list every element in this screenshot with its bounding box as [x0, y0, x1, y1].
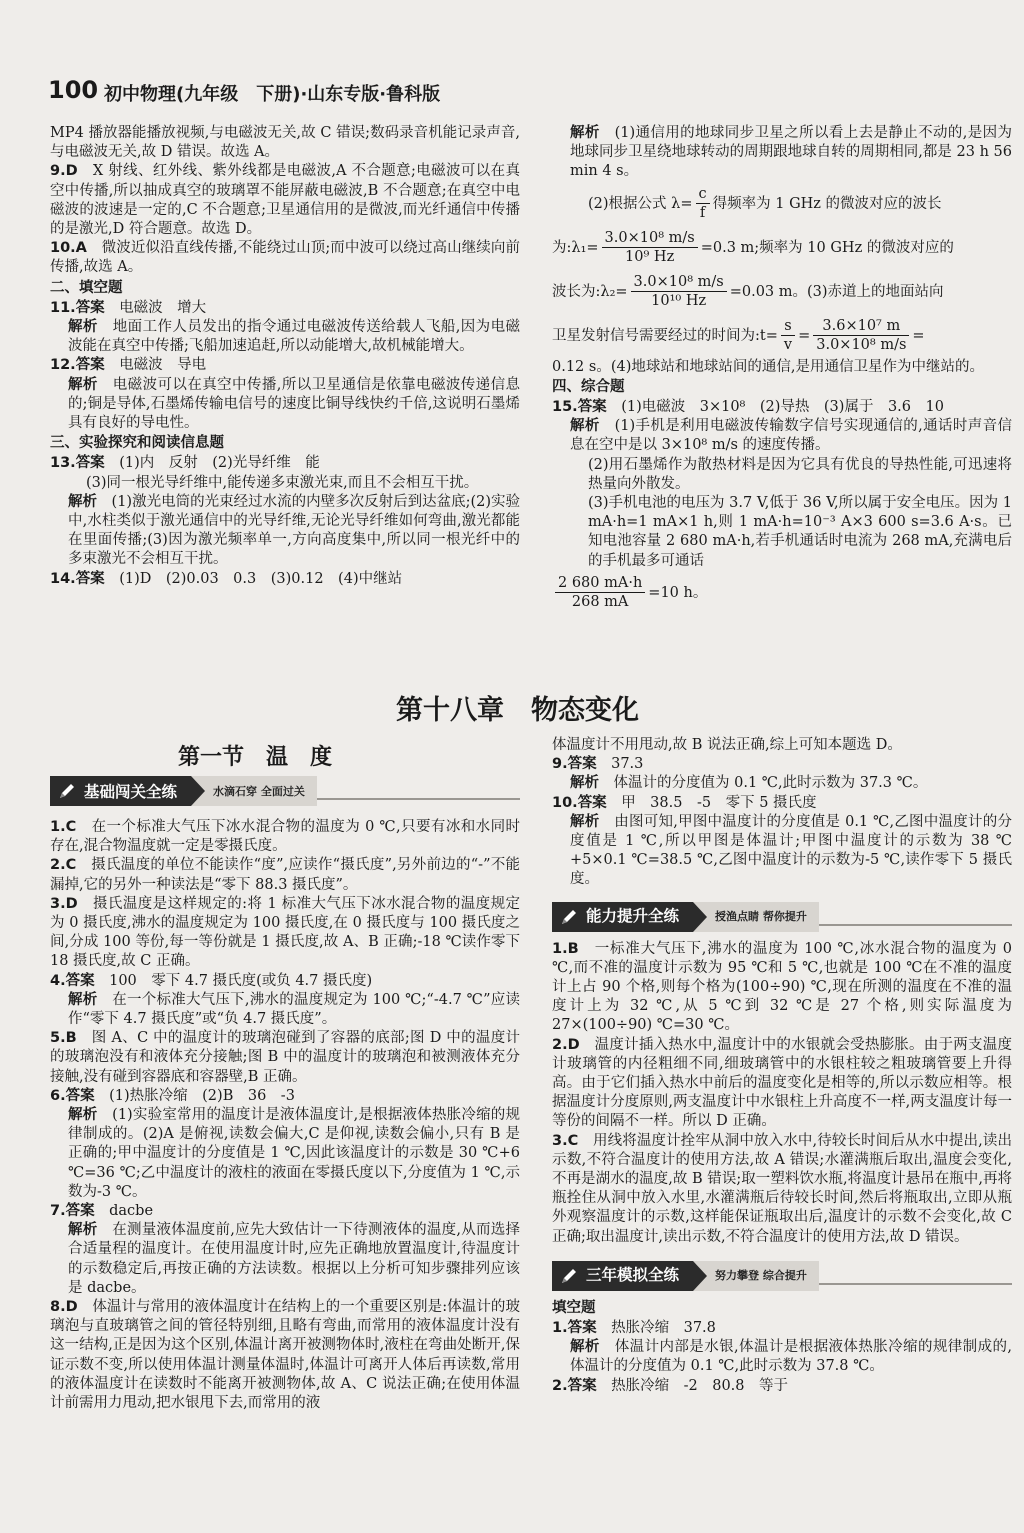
- answer-text: (1)D (2)0.03 0.3 (3)0.12 (4)中继站: [119, 570, 403, 587]
- text-block: 图 A、C 中的温度计的玻璃泡碰到了容器的底部;图 D 中的温度计的玻璃泡没有和液体充分接触;图 B 中的温度计的玻璃泡和被测液体充分接触,没有碰到容器底和容器壁,B 正确。: [50, 1030, 521, 1085]
- analysis-label: 解析: [68, 991, 98, 1008]
- text-block: (1)激光电筒的光束经过水流的内壁多次反射后到达盆底;(2)实验中,水柱类似于激光通信中的光导纤维,无论光导纤维如何弯曲,激光都能在里面传播;(3)因为激光频率单一,方向高度集中,所以同一根光纤中的多束激光不会相互干扰。: [68, 493, 521, 568]
- question-number: 1.C: [50, 819, 77, 835]
- formula-line: [552, 270, 1012, 314]
- fraction-numerator: 3.0×10⁸ m/s: [631, 273, 727, 292]
- page-number: 100: [48, 76, 99, 104]
- text-inline: 卫星发射信号需要经过的时间为:t=: [552, 327, 778, 344]
- banner-tag: [552, 902, 693, 932]
- analysis-label: 解析: [570, 418, 600, 435]
- text-block: 0.12 s。(4)地球站和地球站间的通信,是用通信卫星作为中继站的。: [552, 358, 984, 375]
- answer-text: (1)电磁波 3×10⁸ (2)导热 (3)属于 3.6 10: [621, 399, 944, 416]
- fraction-denominator: f: [699, 205, 706, 222]
- banner-slogan: 授渔点睛 帮你提升: [693, 902, 819, 932]
- fraction: [813, 317, 909, 354]
- answer-text: 甲 38.5 -5 零下 5 摄氏度: [621, 794, 817, 811]
- fraction-denominator: 10¹⁰ Hz: [651, 293, 707, 310]
- analysis-label: 解析: [570, 125, 600, 141]
- fraction-numerator: c: [696, 185, 710, 204]
- question-number: 14.: [50, 570, 76, 587]
- question-number: 3.C: [552, 1132, 579, 1149]
- text-block: 微波近似沿直线传播,不能绕过山顶;而中波可以绕过高山继续向前传播,故选 A。: [50, 240, 520, 276]
- answer-label: 答案: [567, 1320, 597, 1337]
- analysis-label: 解析: [68, 493, 98, 510]
- fraction-denominator: 3.0×10⁸ m/s: [816, 337, 907, 354]
- question-number: 9.D: [50, 163, 78, 180]
- analysis-label: 解析: [570, 775, 599, 792]
- fraction-denominator: 268 mA: [571, 594, 629, 611]
- text-block: (1)手机是利用电磁波传输数字信号实现通信的,通话时声音信息在空中是以 3×10⁸ m/s 的速度传播。: [570, 418, 1012, 454]
- answer-label: 答案: [65, 972, 95, 989]
- text-block: (1)实验室常用的温度计是液体温度计,是根据液体热胀冷缩的规律制成的。(2)A 是俯视,读数会偏大,C 是仰视,读数会偏小,只有 B 是正确的;甲中温度计的分度值是 1 ℃,因此该温度计的示数是 30 ℃+6 ℃=36 ℃;乙中温度计的液柱的液面在零摄氏度以下,分度值为 1 ℃,示数为-3 ℃。: [68, 1107, 521, 1200]
- text-inline: =10 h。: [648, 584, 708, 601]
- text-inline: 为:λ₁=: [552, 239, 599, 256]
- question-number: 1.: [552, 1320, 568, 1337]
- answer-text: (1)热胀冷缩 (2)B 36 -3: [109, 1087, 295, 1104]
- question-number: 15.: [552, 399, 578, 416]
- text-block: 一标准大气压下,沸水的温度为 100 ℃,冰水混合物的温度为 0 ℃,而不准的温度计示数为 95 ℃和 5 ℃,也就是 100 ℃在不准的温度计上占 90 个格,则每个格为(100÷90) ℃,现在所测的温度在不准的温度计上为 32 ℃,从 5 ℃到 32 ℃是 27 个格,则实际温度为 27×(100÷90) ℃=30 ℃。: [552, 940, 1012, 1034]
- answer-text: 电磁波 增大: [119, 299, 207, 316]
- top-left-column: [50, 124, 520, 589]
- text-block: 体温计的分度值为 0.1 ℃,此时示数为 37.3 ℃。: [613, 775, 928, 792]
- answer-label: 答案: [567, 756, 597, 773]
- text-inline: =0.3 m;频率为 10 GHz 的微波对应的: [700, 239, 954, 256]
- text-block: 在一个标准大气压下,沸水的温度规定为 100 ℃;“-4.7 ℃”应读作“零下 4.7 摄氏度”或“负 4.7 摄氏度”。: [68, 991, 520, 1028]
- answer-text: 电磁波 导电: [119, 357, 207, 374]
- analysis-label: 解析: [68, 1107, 98, 1124]
- bottom-left-column: [50, 818, 520, 1413]
- analysis-label: 解析: [570, 1339, 600, 1356]
- text-inline: (2)根据公式 λ=: [588, 195, 693, 212]
- formula-line: [552, 226, 1012, 270]
- text-block: 地面工作人员发出的指令通过电磁波传送给载人飞船,因为电磁波能在真空中传播;飞船加速追赶,所以动能增大,故机械能增大。: [68, 319, 521, 355]
- question-number: 3.D: [50, 895, 78, 912]
- text-block: 温度计插入热水中,温度计中的水银就会受热膨胀。由于两支温度计玻璃管的内径粗细不同,细玻璃管中的水银柱较之粗玻璃管要上升得高。由于它们插入热水中前后的温度变化是相等的,所以示数应相等。根据温度计分度原则,两支温度计中水银柱上升高度不一样,两支温度计每一等份的间隔不一样。所以 D 正确。: [552, 1036, 1012, 1130]
- fraction: [631, 273, 727, 310]
- page-header: [48, 74, 608, 106]
- question-number: 1.B: [552, 940, 579, 957]
- question-number: 7.: [50, 1203, 66, 1220]
- text-block: MP4 播放器能播放视频,与电磁波无关,故 C 错误;数码录音机能记录声音,与电磁波无关,故 D 错误。故选 A。: [50, 125, 520, 161]
- fraction: [555, 574, 645, 611]
- banner-slogan: 努力攀登 综合提升: [693, 1261, 819, 1291]
- question-number: 2.D: [552, 1036, 580, 1053]
- fraction: [696, 185, 710, 222]
- question-number: 13.: [50, 455, 76, 472]
- answer-label: 答案: [65, 1087, 95, 1104]
- banner-tag-label: 三年模拟全练: [586, 1266, 680, 1285]
- text-block: 在测量液体温度前,应先大致估计一下待测液体的温度,从而选择合适量程的温度计。在使用温度计时,应先正确地放置温度计,待温度计的示数稳定后,再按正确的方法读数。根据以上分析可知步骤排列应该是 dacbe。: [68, 1222, 521, 1296]
- formula-line: [552, 571, 1012, 615]
- formula-line: [552, 182, 1012, 226]
- pen-icon: [558, 906, 580, 928]
- banner-three-year: [552, 1261, 1012, 1291]
- fraction: [781, 317, 795, 354]
- section-heading: 填空题: [552, 1299, 596, 1316]
- text-block: 电磁波可以在真空中传播,所以卫星通信是依靠电磁波传递信息的;铜是导体,石墨烯传输电信号的速度比铜导线快约千倍,这说明石墨烯具有良好的导电性。: [68, 376, 521, 432]
- text-block: X 射线、红外线、紫外线都是电磁波,A 不合题意;电磁波可以在真空中传播,所以抽成真空的玻璃罩不能屏蔽电磁波,B 不合题意;在真空中电磁波的波速是一定的,C 不合题意;卫星通信用的是微波,而光纤通信中传播的是激光,D 符合题意。故选 D。: [50, 163, 520, 238]
- answer-label: 答案: [567, 1377, 597, 1394]
- text-block: 由图可知,甲图中温度计的分度值是 0.1 ℃,乙图中温度计的分度值是 1 ℃,所以甲图是体温计;甲图中温度计的示数为 38 ℃+5×0.1 ℃=38.5 ℃,乙图中温度计的示数为-5 ℃,读作零下 5 摄氏度。: [570, 813, 1013, 888]
- question-number: 5.B: [50, 1030, 77, 1047]
- text-block: 用线将温度计拴牢从洞中放入水中,待较长时间后从水中提出,读出示数,不符合温度计的使用方法,故 A 错误;水灌满瓶后取出,温度会变化,不再是湖水的温度,故 B 错误;取一塑料饮水瓶,将温度计悬吊在瓶中,再将瓶拴住从洞中放入水里,水灌满瓶后待较长时间,然后将瓶取出,立即从瓶外观察温度计的示数,这样能保证瓶取出后,温度计的示数不会变化,故 C 正确;取出温度计,读出示数,不符合温度计的使用方法,故 D 错误。: [552, 1132, 1013, 1245]
- text-inline: =0.03 m。(3)赤道上的地面站向: [729, 283, 944, 300]
- fraction-numerator: 3.6×10⁷ m: [813, 317, 909, 336]
- answer-text: 热胀冷缩 -2 80.8 等于: [611, 1377, 789, 1394]
- text-block: 体温计内部是水银,体温计是根据液体热胀冷缩的规律制成的,体温计的分度值为 0.1 ℃,此时示数为 37.8 ℃。: [570, 1339, 1013, 1375]
- analysis-label: 解析: [68, 1222, 98, 1239]
- banner-rule: [819, 1261, 1012, 1285]
- text-inline: =: [798, 327, 811, 344]
- answer-label: 答案: [75, 357, 105, 374]
- question-number: 6.: [50, 1087, 66, 1104]
- question-number: 9.: [552, 756, 568, 773]
- banner-tag: [50, 776, 191, 806]
- banner-tag-label: 能力提升全练: [586, 907, 680, 926]
- text-inline: =: [912, 327, 925, 344]
- banner-basic: [50, 776, 520, 806]
- text-block: 摄氏温度的单位不能读作“度”,应读作“摄氏度”,另外前边的“-”不能漏掉,它的另外一种读法是“零下 88.3 摄氏度”。: [50, 857, 521, 893]
- answer-text: 100 零下 4.7 摄氏度(或负 4.7 摄氏度): [109, 972, 373, 989]
- answer-label: 答案: [65, 1203, 95, 1220]
- question-number: 12.: [50, 357, 76, 374]
- chapter-title: 第十八章 物态变化: [396, 695, 639, 726]
- fraction-denominator: v: [783, 337, 793, 354]
- text-block: (3)手机电池的电压为 3.7 V,低于 36 V,所以属于安全电压。因为 1 mA·h=1 mA×1 h,则 1 mA·h=10⁻³ A×3 600 s=3.6 A·s。已知电池容量 2 680 mA·h,若手机通话时电流为 268 mA,充满电后的手机最多可通话: [588, 495, 1012, 569]
- banner-slogan: 水滴石穿 全面过关: [191, 776, 317, 806]
- section-heading: 四、综合题: [552, 378, 625, 395]
- question-number: 10.A: [50, 240, 87, 257]
- fraction-numerator: 2 680 mA·h: [555, 574, 645, 593]
- question-number: 8.D: [50, 1299, 78, 1316]
- answer-label: 答案: [75, 455, 105, 472]
- text-block: 在一个标准大气压下冰水混合物的温度为 0 ℃,只要有冰和水同时存在,混合物温度就一定是零摄氏度。: [50, 819, 520, 855]
- fraction-numerator: s: [781, 317, 795, 336]
- question-number: 11.: [50, 299, 76, 316]
- answer-label: 答案: [75, 570, 105, 587]
- text-inline: 得频率为 1 GHz 的微波对应的波长: [712, 195, 942, 212]
- text-block: (1)通信用的地球同步卫星之所以看上去是静止不动的,是因为地球同步卫星绕地球转动的周期跟地球自转的周期相同,都是 23 h 56 min 4 s。: [570, 125, 1012, 180]
- banner-rule: [317, 776, 520, 800]
- formula-line: [552, 314, 1012, 358]
- analysis-label: 解析: [570, 813, 600, 830]
- text-block: (2)用石墨烯作为散热材料是因为它具有优良的导热性能,可迅速将热量向外散发。: [588, 456, 1012, 492]
- section-heading: 二、填空题: [50, 279, 123, 296]
- banner-ability: [552, 902, 1012, 932]
- question-number: 2.: [552, 1377, 568, 1394]
- text-inline: 波长为:λ₂=: [552, 283, 628, 300]
- answer-label: 答案: [577, 794, 607, 811]
- banner-rule: [819, 902, 1012, 926]
- text-block: 体温计与常用的液体温度计在结构上的一个重要区别是:体温计的玻璃泡与直玻璃管之间的管径特别细,且略有弯曲,而常用的液体温度计没有这一结构,正是因为这个区别,体温计离开被测物体时,液柱在弯曲处断开,保证示数不变,所以使用体温计测量体温时,体温计可离开人体后再读数,常用的液体温度计在读数时不能离开被测物体,故 A、C 说法正确;在使用体温计前需用力甩动,把水银甩下去,而常用的液: [50, 1299, 521, 1412]
- banner-tag: [552, 1261, 693, 1291]
- question-number: 10.: [552, 794, 578, 811]
- pen-icon: [558, 1265, 580, 1287]
- answer-label: 答案: [577, 399, 607, 416]
- book-title: 初中物理(九年级 下册)·山东专版·鲁科版: [104, 84, 441, 105]
- analysis-label: 解析: [68, 319, 98, 336]
- top-right-column: [552, 124, 1012, 615]
- text-block: 体温度计不用甩动,故 B 说法正确,综上可知本题选 D。: [552, 737, 902, 753]
- answer-text: dacbe: [109, 1203, 154, 1220]
- banner-tag-label: 基础闯关全练: [84, 783, 178, 801]
- bottom-right-column: [552, 736, 1012, 1396]
- answer-text: (1)内 反射 (2)光导纤维 能: [119, 455, 320, 472]
- question-number: 2.C: [50, 857, 77, 874]
- text-block: 摄氏温度是这样规定的:将 1 标准大气压下冰水混合物的温度规定为 0 摄氏度,沸水的温度规定为 100 摄氏度,在 0 摄氏度与 100 摄氏度之间,分成 100 等份,每一等份就是 1 摄氏度,故 A、B 正确;-18 ℃读作零下 18 摄氏度,故 C 正确。: [50, 895, 521, 970]
- analysis-label: 解析: [68, 376, 98, 393]
- answer-text: 37.3: [611, 756, 644, 773]
- question-number: 4.: [50, 972, 66, 989]
- answer-text: 热胀冷缩 37.8: [611, 1320, 716, 1337]
- section-title: 第一节 温 度: [178, 745, 333, 770]
- answer-label: 答案: [75, 299, 105, 316]
- section-heading: 三、实验探究和阅读信息题: [50, 435, 224, 452]
- text-block: (3)同一根光导纤维中,能传递多束激光束,而且不会相互干扰。: [86, 474, 479, 491]
- pen-icon: [56, 780, 78, 802]
- fraction-numerator: 3.0×10⁸ m/s: [602, 229, 698, 248]
- fraction: [602, 229, 698, 266]
- fraction-denominator: 10⁹ Hz: [625, 249, 675, 266]
